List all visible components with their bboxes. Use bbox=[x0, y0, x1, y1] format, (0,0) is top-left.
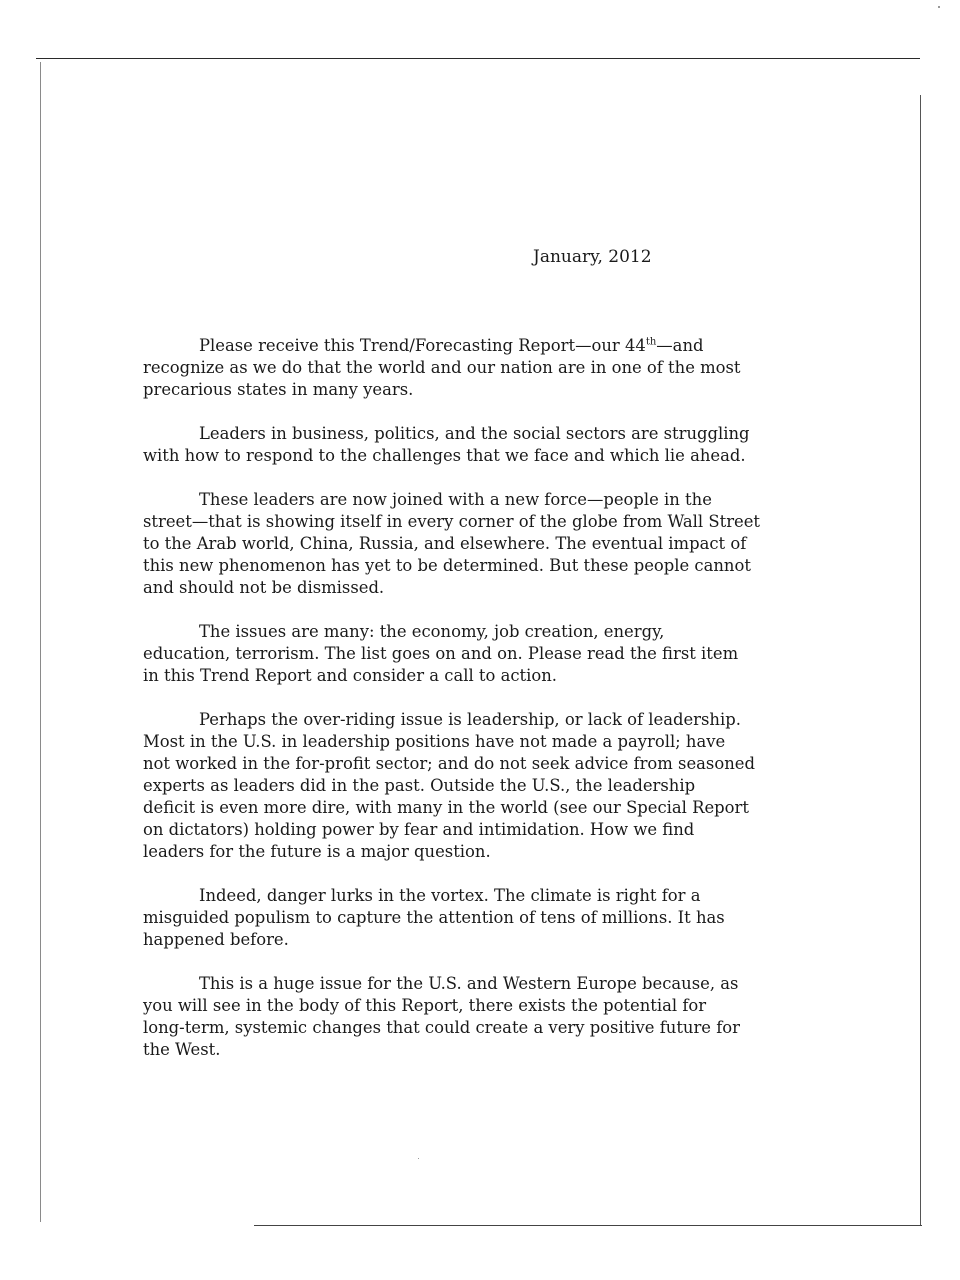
paragraph-line: experts as leaders did in the past. Outside the U.S., the leadership bbox=[143, 776, 696, 795]
ordinal-suffix: th bbox=[645, 336, 657, 348]
scan-border-bottom bbox=[254, 1225, 922, 1226]
scan-border-left bbox=[40, 62, 41, 1222]
paragraph-line: Leaders in business, politics, and the social sectors are struggling bbox=[199, 424, 750, 443]
scan-speck bbox=[938, 6, 940, 8]
paragraph-line: leaders for the future is a major question. bbox=[143, 842, 491, 861]
paragraph-line: precarious states in many years. bbox=[143, 380, 414, 399]
paragraph-line: to the Arab world, China, Russia, and elsewhere. The eventual impact of bbox=[143, 534, 747, 553]
paragraph-2 bbox=[143, 423, 828, 467]
scan-border-top bbox=[36, 58, 920, 59]
paragraph-line: deficit is even more dire, with many in the world (see our Special Report bbox=[143, 798, 749, 817]
paragraph-line: misguided populism to capture the attention of tens of millions. It has bbox=[143, 908, 725, 927]
paragraph-1 bbox=[143, 335, 828, 401]
letter-body bbox=[143, 335, 828, 1083]
paragraph-line: the West. bbox=[143, 1040, 221, 1059]
paragraph-line: The issues are many: the economy, job creation, energy, bbox=[199, 622, 665, 641]
paragraph-line: long-term, systemic changes that could create a very positive future for bbox=[143, 1018, 740, 1037]
paragraph-line: happened before. bbox=[143, 930, 289, 949]
paragraph-line: street—that is showing itself in every corner of the globe from Wall Street bbox=[143, 512, 761, 531]
paragraph-line: recognize as we do that the world and our nation are in one of the most bbox=[143, 358, 741, 377]
paragraph-line: and should not be dismissed. bbox=[143, 578, 385, 597]
scan-speck bbox=[418, 1158, 419, 1159]
paragraph-4 bbox=[143, 621, 828, 687]
paragraph-6 bbox=[143, 885, 828, 951]
paragraph-line: Please receive this Trend/Forecasting Report—our 44th—and bbox=[199, 336, 704, 355]
paragraph-line: this new phenomenon has yet to be determined. But these people cannot bbox=[143, 556, 751, 575]
paragraph-line: on dictators) holding power by fear and intimidation. How we find bbox=[143, 820, 695, 839]
paragraph-line: Perhaps the over-riding issue is leadership, or lack of leadership. bbox=[199, 710, 741, 729]
paragraph-line: you will see in the body of this Report, there exists the potential for bbox=[143, 996, 707, 1015]
letter-date: January, 2012 bbox=[533, 247, 652, 267]
paragraph-line: in this Trend Report and consider a call to action. bbox=[143, 666, 558, 685]
paragraph-line: Indeed, danger lurks in the vortex. The climate is right for a bbox=[199, 886, 701, 905]
paragraph-line: Most in the U.S. in leadership positions have not made a payroll; have bbox=[143, 732, 726, 751]
paragraph-line: These leaders are now joined with a new force—people in the bbox=[199, 490, 712, 509]
paragraph-3 bbox=[143, 489, 828, 599]
paragraph-line: with how to respond to the challenges that we face and which lie ahead. bbox=[143, 446, 746, 465]
paragraph-line: education, terrorism. The list goes on and on. Please read the first item bbox=[143, 644, 739, 663]
paragraph-5 bbox=[143, 709, 828, 863]
paragraph-line: This is a huge issue for the U.S. and Western Europe because, as bbox=[199, 974, 739, 993]
paragraph-7 bbox=[143, 973, 828, 1061]
scan-border-right bbox=[920, 95, 921, 1225]
paragraph-line: not worked in the for-profit sector; and do not seek advice from seasoned bbox=[143, 754, 755, 773]
